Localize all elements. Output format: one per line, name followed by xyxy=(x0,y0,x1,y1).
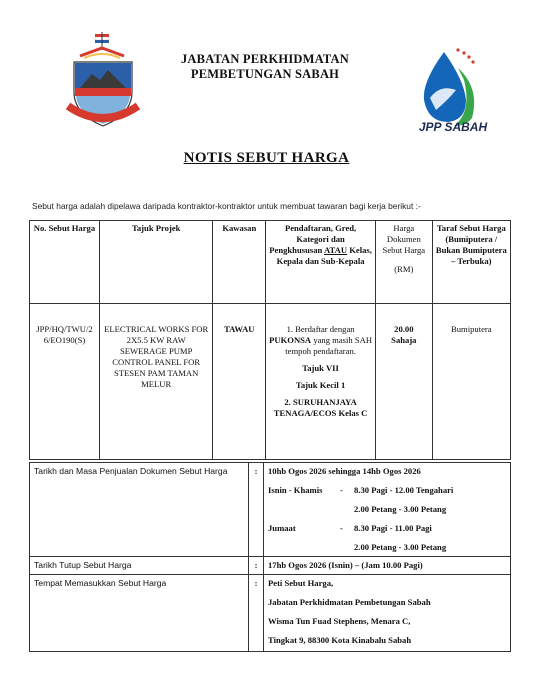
weekday-label: Isnin - Khamis xyxy=(268,485,323,495)
cell-no-sebut-harga: JPP/HQ/TWU/26/EO190(S) xyxy=(30,304,100,460)
header-pendaftaran-atau: ATAU xyxy=(323,245,348,255)
weekday-time-2: 2.00 Petang - 3.00 Petang xyxy=(354,504,447,514)
cell-tajuk-projek: ELECTRICAL WORKS FOR 2X5.5 KW RAW SEWERAGE PUMP CONTROL PANEL FOR STESEN PAM TAMAN MELUR xyxy=(99,304,213,460)
header-harga-line1: Harga Dokumen Sebut Harga xyxy=(382,223,426,255)
header-pendaftaran-post: Kelas, Kepala dan Sub-Kepala xyxy=(276,245,372,266)
pend-2: 2. SURUHANJAYA TENAGA/ECOS Kelas C xyxy=(273,397,368,418)
place-label: Tempat Memasukkan Sebut Harga xyxy=(30,575,249,652)
schedule-row-close xyxy=(30,557,511,575)
place-colon: : xyxy=(249,575,264,652)
org-line-2: PEMBETUNGAN SABAH xyxy=(190,67,340,81)
cell-pendaftaran xyxy=(266,304,376,460)
pend-1-bold: PUKONSA xyxy=(269,335,312,345)
table-row xyxy=(30,304,511,460)
cell-harga xyxy=(376,304,433,460)
close-value: 17hb Ogos 2026 (Isnin) – (Jam 10.00 Pagi) xyxy=(264,557,511,575)
close-colon: : xyxy=(249,557,264,575)
friday-slot-1 xyxy=(268,523,506,534)
place-details xyxy=(264,575,511,652)
header-tajuk-projek: Tajuk Projek xyxy=(99,221,213,304)
cell-taraf: Bumiputera xyxy=(432,304,510,460)
schedule-row-sale xyxy=(30,463,511,557)
tender-table xyxy=(29,220,511,460)
header-no-sebut-harga: No. Sebut Harga xyxy=(30,221,100,304)
pend-tajuk: Tajuk VII xyxy=(302,363,339,373)
notice-title: NOTIS SEBUT HARGA xyxy=(183,150,350,166)
harga-unit: Sahaja xyxy=(391,335,417,345)
weekday-time-1: 8.30 Pagi - 12.00 Tengahari xyxy=(354,485,454,495)
pend-tajuk-kecil: Tajuk Kecil 1 xyxy=(295,380,346,390)
table-header-row xyxy=(30,221,511,304)
place-line-4: Tingkat 9, 88300 Kota Kinabalu Sabah xyxy=(268,635,412,645)
place-line-2: Jabatan Perkhidmatan Pembetungan Sabah xyxy=(268,597,431,607)
header-pendaftaran xyxy=(266,221,376,304)
sale-label: Tarikh dan Masa Penjualan Dokumen Sebut Harga xyxy=(30,463,249,557)
sale-colon: : xyxy=(249,463,264,557)
close-label: Tarikh Tutup Sebut Harga xyxy=(30,557,249,575)
intro-text: Sebut harga adalah dipelawa daripada kontraktor-kontraktor untuk membuat tawaran bagi kerja berikut :- xyxy=(32,201,421,211)
schedule-table xyxy=(29,462,511,652)
place-line-1: Peti Sebut Harga, xyxy=(268,578,334,588)
pend-1-pre: 1. Berdaftar dengan xyxy=(286,324,355,334)
jpp-logo-label: JPP SABAH xyxy=(418,120,488,134)
sale-date: 10hb Ogos 2026 sehingga 14hb Ogos 2026 xyxy=(268,466,421,476)
friday-time-1: 8.30 Pagi - 11.00 Pagi xyxy=(354,523,432,533)
org-line-1: JABATAN PERKHIDMATAN xyxy=(180,52,349,66)
friday-dash: - xyxy=(340,523,343,533)
pend-1-post: yang masih SAH tempoh pendaftaran. xyxy=(285,335,373,356)
cell-kawasan: TAWAU xyxy=(213,304,266,460)
header-taraf: Taraf Sebut Harga (Bumiputera / Bukan Bumiputera – Terbuka) xyxy=(432,221,510,304)
header-harga-unit: (RM) xyxy=(394,264,414,274)
organization-name xyxy=(150,52,380,82)
header-kawasan: Kawasan xyxy=(213,221,266,304)
friday-label: Jumaat xyxy=(268,523,296,533)
place-line-3: Wisma Tun Fuad Stephens, Menara C, xyxy=(268,616,411,626)
sabah-crest-logo xyxy=(62,30,144,134)
friday-time-2: 2.00 Petang - 3.00 Petang xyxy=(354,542,447,552)
weekday-dash: - xyxy=(340,485,343,495)
harga-value: 20.00 xyxy=(394,324,414,334)
schedule-row-place xyxy=(30,575,511,652)
header-harga-dokumen xyxy=(376,221,433,304)
weekday-slot-1 xyxy=(268,485,506,496)
header-pendaftaran-pre: Pendaftaran, Gred, Kategori dan Pengkhususan xyxy=(269,223,357,255)
sale-details xyxy=(264,463,511,557)
